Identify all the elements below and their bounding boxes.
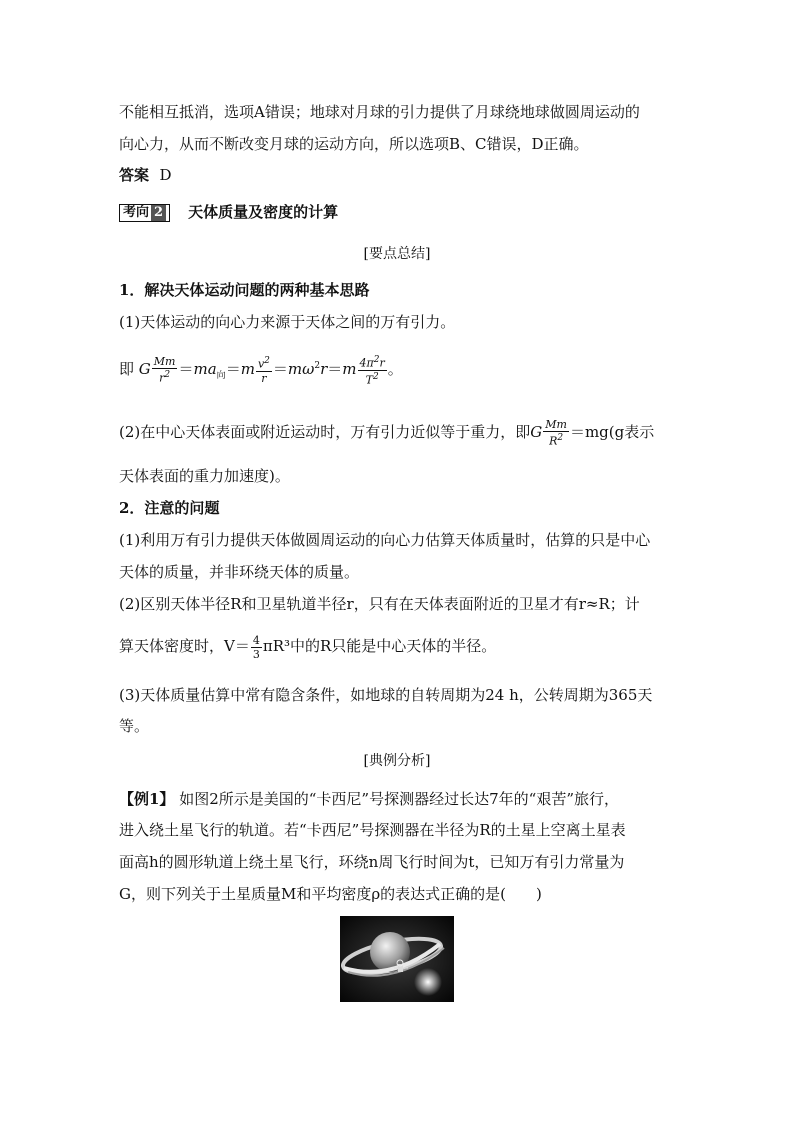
point1-item2-text: ＝mg(g表示 (569, 423, 655, 441)
section-title: 天体质量及密度的计算 (188, 203, 339, 221)
point2-item1: (1)利用万有引力提供天体做圆周运动的向心力估算天体质量时，估算的只是中心 (119, 531, 651, 549)
point1-item2-cont: 天体表面的重力加速度)。 (119, 467, 290, 485)
answer-line (119, 165, 172, 185)
sun-glow (414, 968, 442, 996)
section-tag-number: 2 (151, 205, 166, 221)
saturn-figure (340, 916, 454, 1002)
fraction: $\frac{v^2}{r}$ (257, 356, 270, 385)
section-tag (119, 204, 170, 222)
answer-value: D (159, 166, 172, 184)
example-heading: [典例分析] (363, 753, 431, 769)
point2-item2-text: 算天体密度时，V＝ (119, 637, 250, 655)
example1-text: 如图2所示是美国的“卡西尼”号探测器经过长达7年的“艰苦”旅行， (179, 790, 619, 808)
example1-line: 进入绕土星飞行的轨道。若“卡西尼”号探测器在半径为R的土星上空离土星表 (119, 821, 626, 839)
paragraph-line: 不能相互抵消，选项A错误；地球对月球的引力提供了月球绕地球做圆周运动的 (119, 103, 640, 121)
section-tag-label: 考向 (123, 205, 150, 220)
example1-line: G，则下列关于土星质量M和平均密度ρ的表达式正确的是( ) (119, 885, 542, 903)
point2-item2-text: πR³中的R只能是中心天体的半径。 (262, 637, 497, 655)
point1-item1: (1)天体运动的向心力来源于天体之间的万有引力。 (119, 313, 456, 331)
example1-line: 面高h的圆形轨道上绕土星飞行，环绕n周飞行时间为t，已知万有引力常量为 (119, 853, 625, 871)
point2-item3: (3)天体质量估算中常有隐含条件，如地球的自转周期为24 h，公转周期为365天 (119, 686, 653, 704)
point2-item2: (2)区别天体半径R和卫星轨道半径r，只有在天体表面附近的卫星才有r≈R；计 (119, 595, 640, 613)
section-heading (119, 202, 338, 222)
point2-heading: 2．注意的问题 (119, 499, 220, 517)
fraction: $\frac{Mm}{r^2}$ (153, 355, 176, 385)
fraction: $\frac{4\pi^2r}{T^2}$ (359, 354, 385, 387)
example1-line (119, 789, 619, 809)
point1-item2: (2)在中心天体表面或附近运动时，万有引力近似等于重力，即G $\frac{Mm}{R^2}$ ＝mg(g表示 (119, 418, 655, 448)
equation-prefix: 即 (119, 360, 135, 378)
equation-line: 即 G $\frac{Mm}{r^2}$ $=ma_向=m$ $\frac{v^2}{r}$ $=m\omega^2r=m$ $\frac{4\pi^2r}{T^2}$ 。 (119, 354, 403, 387)
point1-item2-text: (2)在中心天体表面或附近运动时，万有引力近似等于重力，即 (119, 423, 531, 441)
paragraph-line: 向心力，从而不断改变月球的运动方向，所以选项B、C错误，D正确。 (119, 135, 589, 153)
fraction: $\frac{4}{3}$ (252, 633, 260, 661)
point2-item2-cont (119, 632, 496, 661)
point1-heading: 1．解决天体运动问题的两种基本思路 (119, 281, 370, 299)
point2-item1-cont: 天体的质量，并非环绕天体的质量。 (119, 563, 360, 581)
example1-label: 【例1】 (119, 790, 175, 808)
fraction: $\frac{Mm}{R^2}$ (545, 418, 567, 448)
summary-heading: [要点总结] (363, 246, 431, 262)
point2-item3-cont: 等。 (119, 717, 150, 735)
answer-label: 答案 (119, 166, 150, 184)
